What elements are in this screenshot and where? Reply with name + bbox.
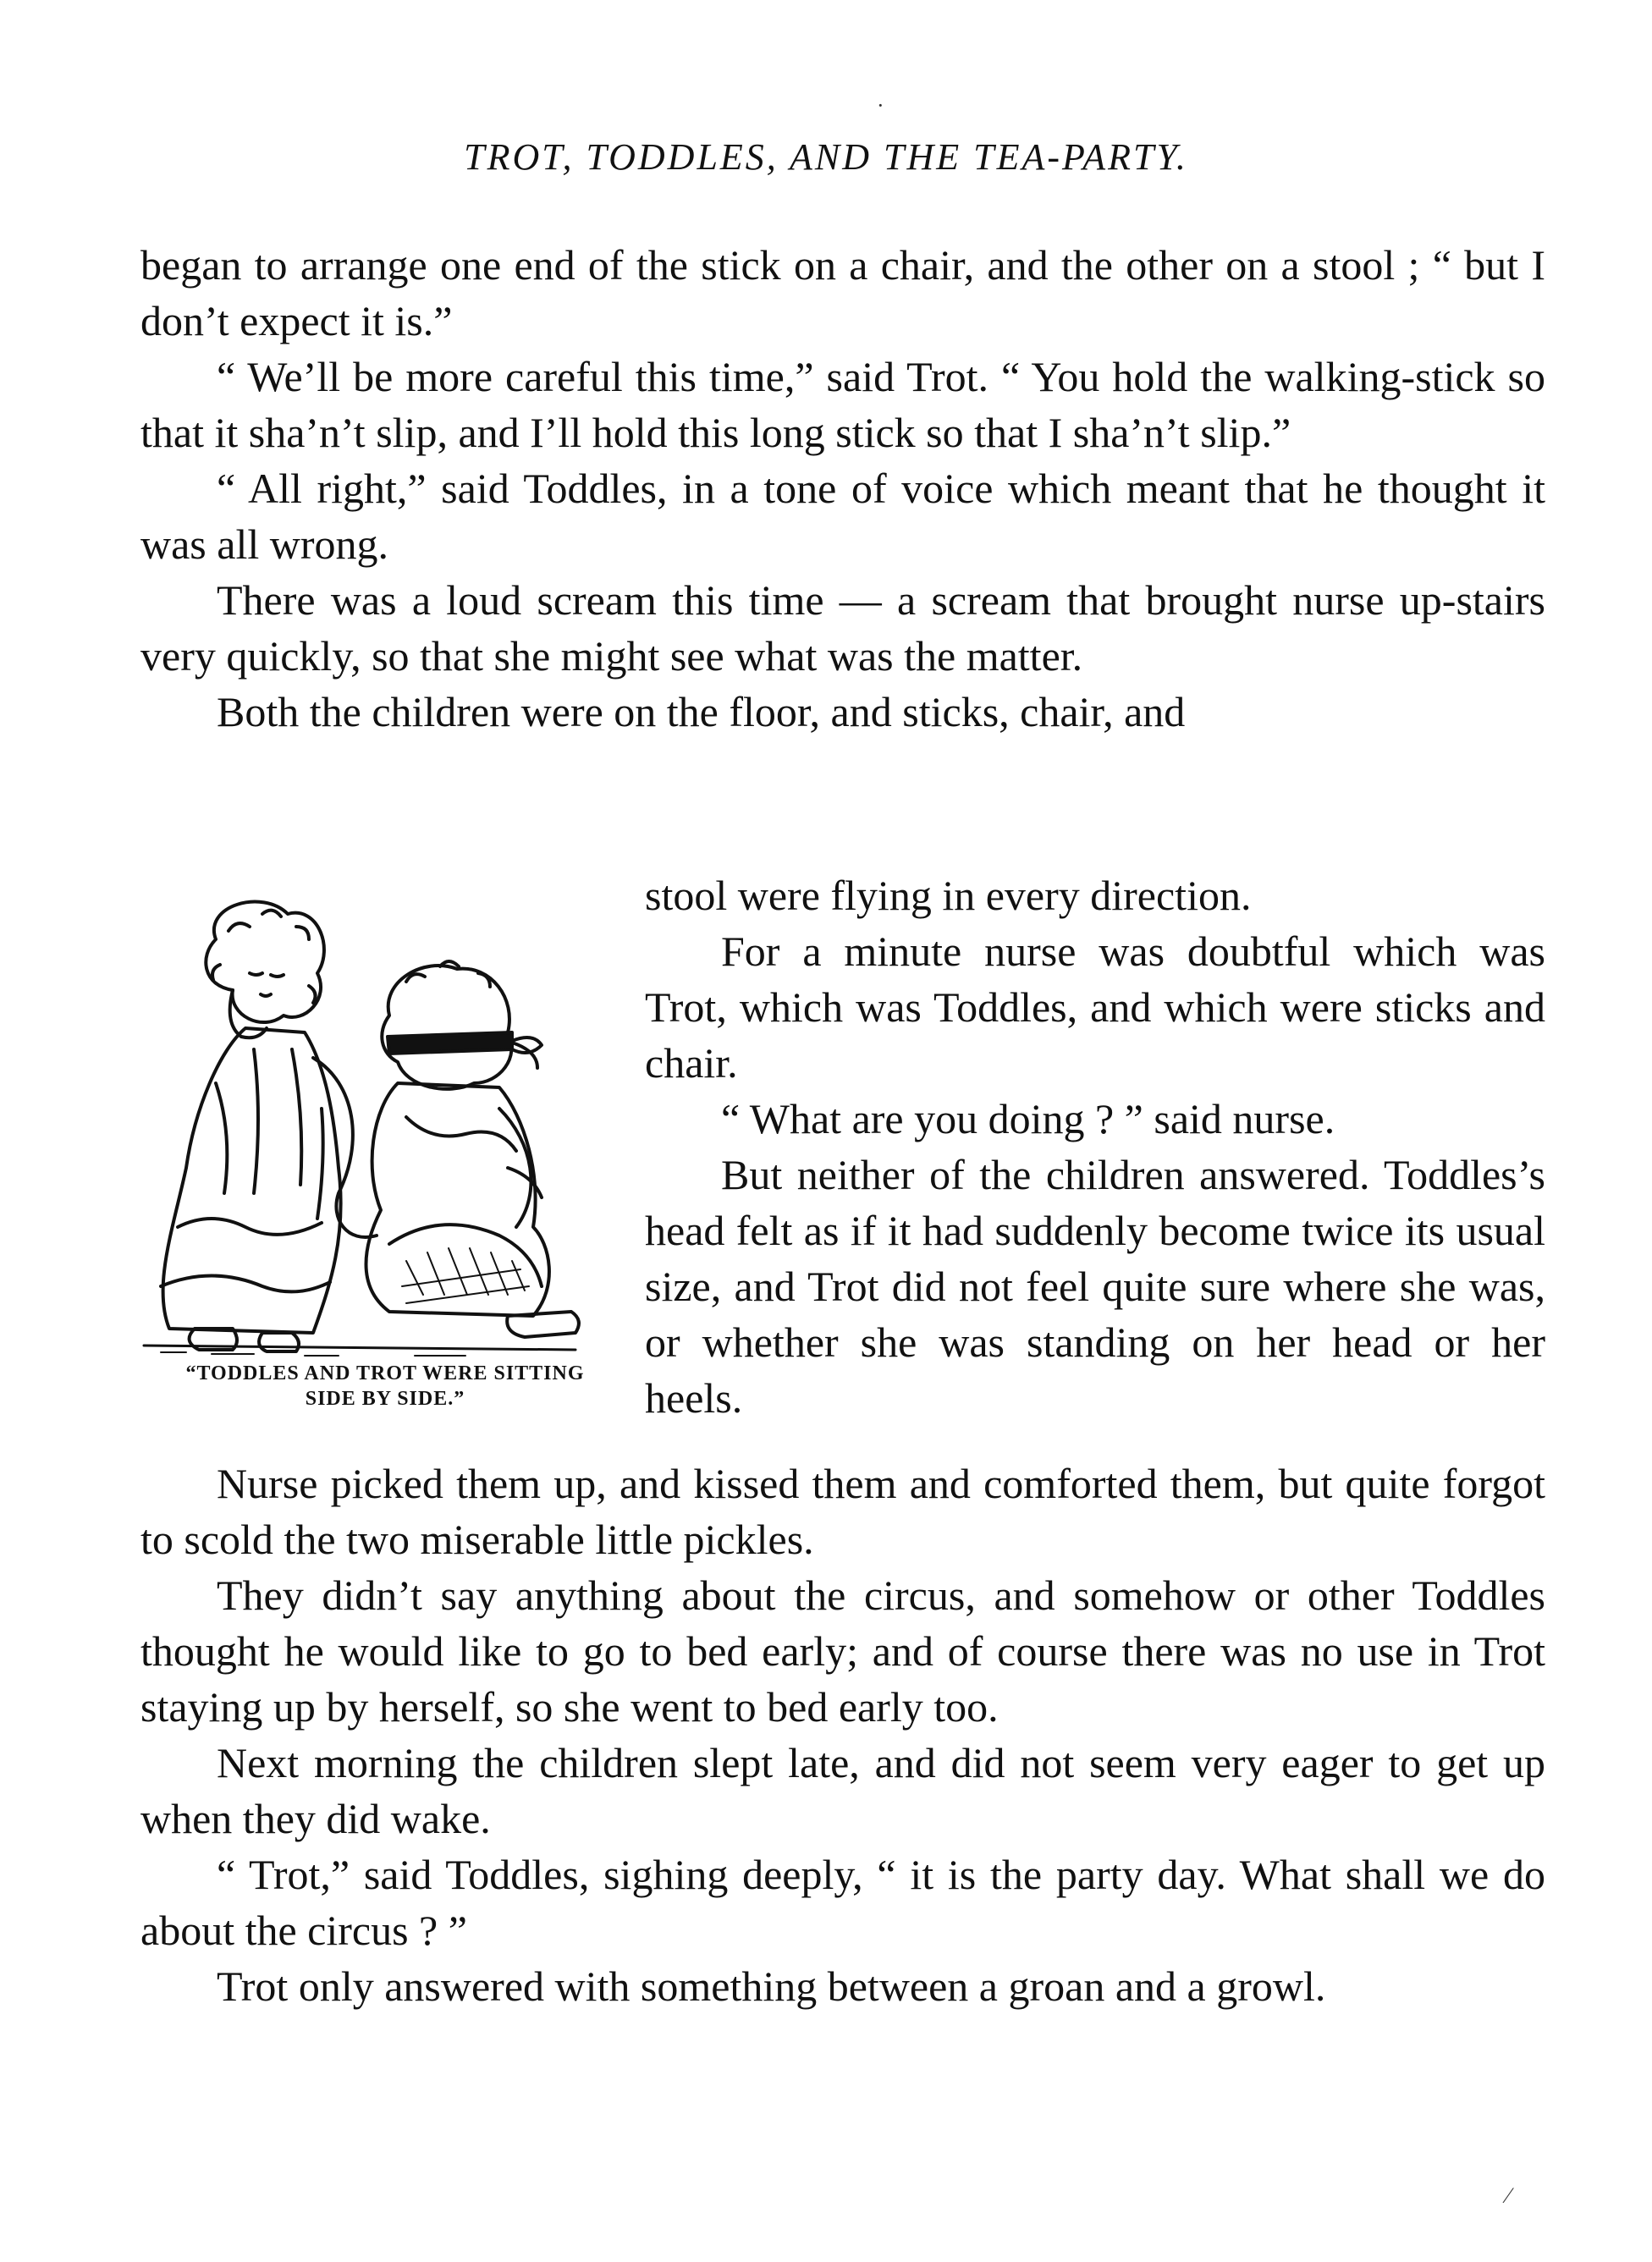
girl-figure — [161, 902, 377, 1351]
caption-line: SIDE BY SIDE.” — [305, 1388, 465, 1410]
text-block-beside-illustration — [645, 867, 1545, 1426]
running-head: TROT, TODDLES, AND THE TEA-PARTY. — [464, 136, 1188, 178]
paragraph: Nurse picked them up, and kissed them and comforted them, but quite forgot to scold the two miserable little pickles. — [140, 1460, 1545, 1563]
paragraph: began to arrange one end of the stick on a chair, and the other on a stool ; “ but I don’t expect it is.” — [140, 241, 1545, 344]
boy-figure — [366, 961, 580, 1337]
paragraph: For a minute nurse was doubtful which was Trot, which was Toddles, and which were sticks and chair. — [645, 927, 1545, 1087]
print-speck: · — [877, 93, 884, 118]
caption-line: “TODDLES AND TROT WERE SITTING — [185, 1362, 585, 1384]
illustration-children-sitting — [135, 889, 643, 1362]
paragraph: Trot only answered with something between a groan and a growl. — [217, 1962, 1326, 2010]
text-block-top — [140, 237, 1545, 740]
paragraph: “ What are you doing ? ” said nurse. — [721, 1095, 1335, 1142]
paragraph: “ Trot,” said Toddles, sighing deeply, “ it is the party day. What shall we do about the circus ? ” — [140, 1851, 1545, 1954]
paragraph: There was a loud scream this time — a scream that brought nurse up-stairs very quickly, so that she might see what was the matter. — [140, 576, 1545, 680]
print-speck: ⁄ — [1506, 2183, 1511, 2208]
paragraph: “ We’ll be more careful this time,” said Trot. “ You hold the walking-stick so that it sha’n’t slip, and I’ll hold this long stick so that I sha’n’t slip.” — [140, 353, 1545, 456]
paragraph: stool were flying in every direction. — [645, 872, 1252, 919]
paragraph: Next morning the children slept late, and did not seem very eager to get up when they did wake. — [140, 1739, 1545, 1842]
paragraph: “ All right,” said Toddles, in a tone of voice which meant that he thought it was all wrong. — [140, 465, 1545, 568]
paragraph: They didn’t say anything about the circus, and somehow or other Toddles thought he would like to go to bed early; and of course there was no use in Trot staying up by herself, so she went to bed early too. — [140, 1571, 1545, 1731]
text-block-bottom — [140, 1456, 1545, 2014]
illustration-caption — [127, 1361, 643, 1412]
paragraph: But neither of the children answered. Toddles’s head felt as if it had suddenly become twice its usual size, and Trot did not feel quite sure where she was, or whether she was standing on her head or her heels. — [645, 1151, 1545, 1422]
paragraph: Both the children were on the floor, and sticks, chair, and — [217, 688, 1186, 735]
